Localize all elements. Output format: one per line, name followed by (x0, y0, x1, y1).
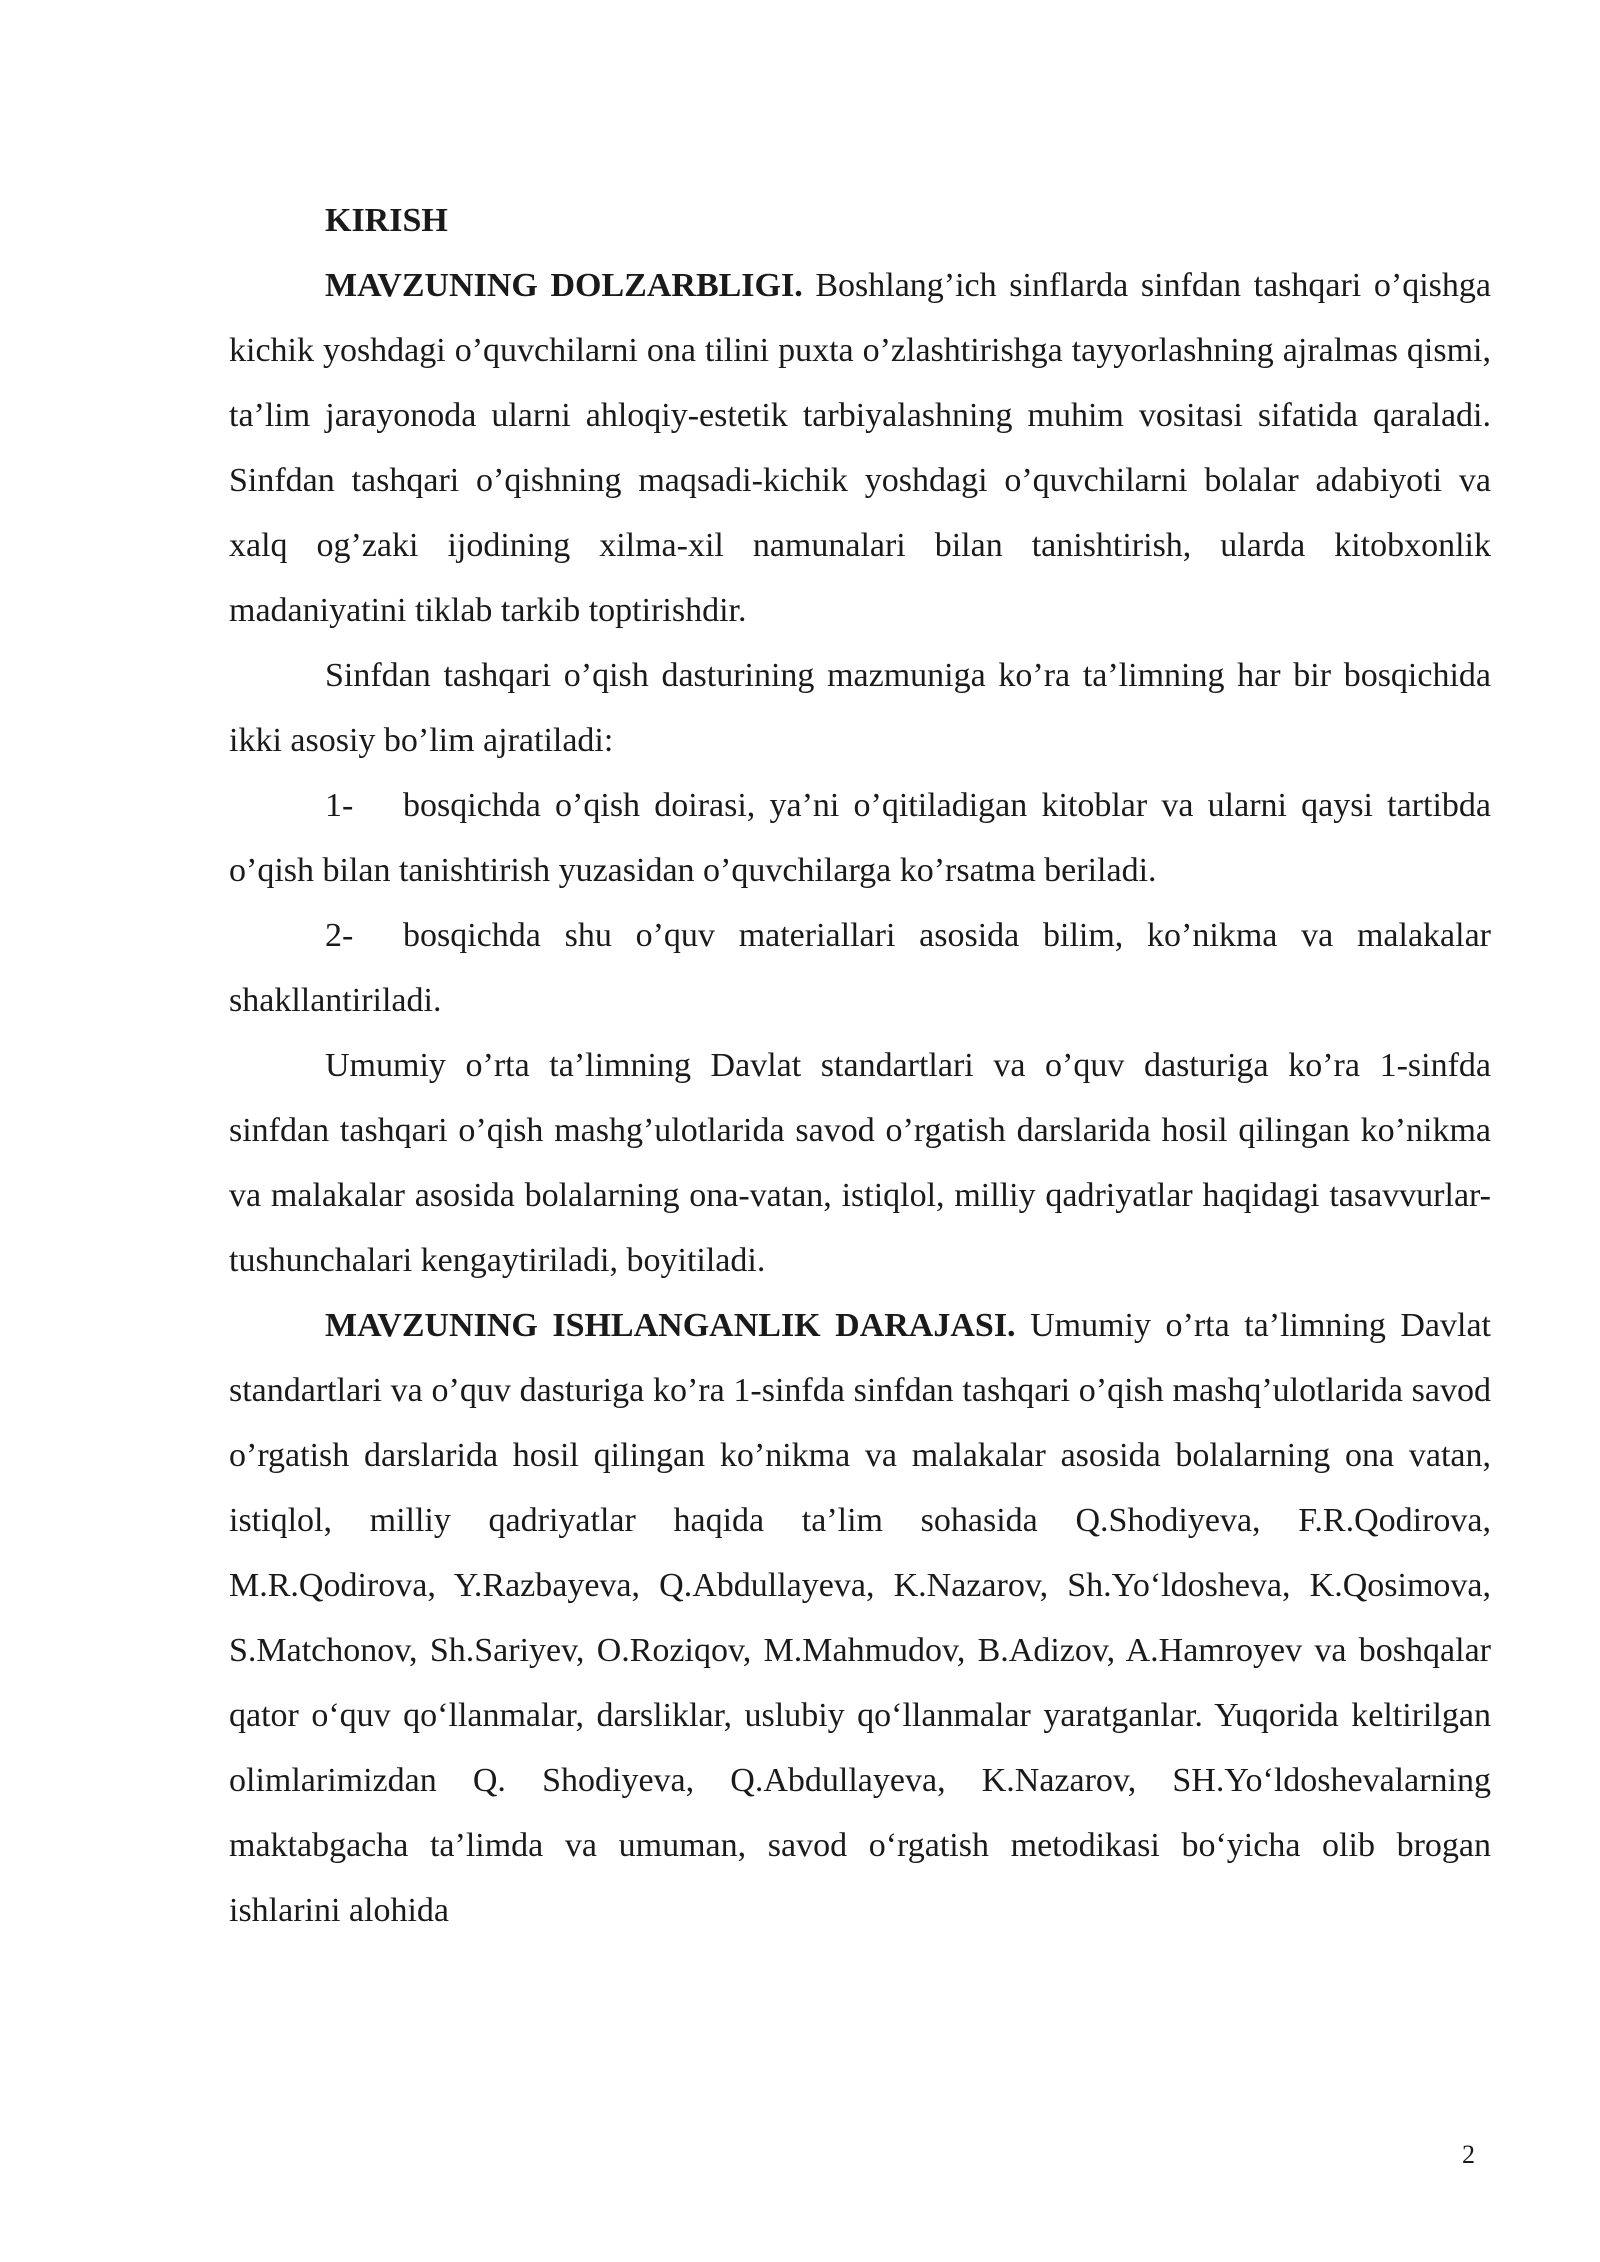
paragraph-development (229, 1293, 1491, 1943)
paragraph-lead: MAVZUNING DOLZARBLIGI. (325, 267, 803, 304)
section-heading: KIRISH (325, 202, 448, 239)
paragraph-text: Umumiy o’rta ta’limning Davlat standartlari va o’quv dasturiga ko’ra 1-sinfda sinfdan tashqari o’qish mashq’ulotlarida savod o’rgatish darslarida hosil qilingan ko’nikma va malakalar asosida bolalarning ona vatan, istiqlol, milliy qadriyatlar haqida ta’lim sohasida Q.Shodiyeva, F.R.Qodirova, M.R.Qodirova, Y.Razbayeva, Q.Abdullayeva, K.Nazarov, Sh.Yo‘ldosheva, K.Qosimova, S.Matchonov, Sh.Sariyev, O.Roziqov, M.Mahmudov, B.Adizov, A.Hamroyev va boshqalar qator o‘quv qo‘llanmalar, darsliklar, uslubiy qo‘llanmalar yaratganlar. Yuqorida keltirilgan olimlarimizdan Q. Shodiyeva, Q.Abdullayeva, K.Nazarov, SH.Yo‘ldoshevalarning maktabgacha ta’limda va umuman, savod o‘rgatish metodikasi bo‘yicha olib brogan ishlarini alohida (229, 1307, 1491, 1929)
item-text: bosqichda shu o’quv materiallari asosida bilim, ko’nikma va malakalar shakllantiriladi. (229, 917, 1491, 1019)
page-number: 2 (1462, 2140, 1475, 2169)
item-number: 2- (325, 917, 354, 954)
paragraph-standards (229, 1033, 1491, 1293)
item-number: 1- (325, 787, 354, 824)
paragraph-lead: MAVZUNING ISHLANGANLIK DARAJASI. (325, 1307, 1016, 1344)
document-page (229, 188, 1491, 1943)
paragraph-text: Umumiy o’rta ta’limning Davlat standartlari va o’quv dasturiga ko’ra 1-sinfda sinfdan tashqari o’qish mashg’ulotlarida savod o’rgatish darslarida hosil qilingan ko’nikma va malakalar asosida bolalarning ona-vatan, istiqlol, milliy qadriyatlar haqidagi tasavvurlar-tushunchalari kengaytiriladi, boyitiladi. (229, 1047, 1491, 1279)
paragraph-relevance (229, 253, 1491, 643)
numbered-item-2 (229, 903, 1491, 1033)
paragraph-text: Boshlang’ich sinflarda sinfdan tashqari o’qishga kichik yoshdagi o’quvchilarni ona tilini puxta o’zlashtirishga tayyorlashning ajralmas qismi, ta’lim jarayonoda ularni ahloqiy-estetik tarbiyalashning muhim vositasi sifatida qaraladi. Sinfdan tashqari o’qishning maqsadi-kichik yoshdagi o’quvchilarni bolalar adabiyoti va xalq og’zaki ijodining xilma-xil namunalari bilan tanishtirish, ularda kitobxonlik madaniyatini tiklab tarkib toptirishdir. (229, 267, 1491, 629)
paragraph-text: Sinfdan tashqari o’qish dasturining mazmuniga ko’ra ta’limning har bir bosqichida ikki asosiy bo’lim ajratiladi: (229, 657, 1491, 759)
numbered-item-1 (229, 773, 1491, 903)
item-text: bosqichda o’qish doirasi, ya’ni o’qitiladigan kitoblar va ularni qaysi tartibda o’qish bilan tanishtirish yuzasidan o’quvchilarga ko’rsatma beriladi. (229, 787, 1491, 889)
paragraph-program (229, 643, 1491, 773)
